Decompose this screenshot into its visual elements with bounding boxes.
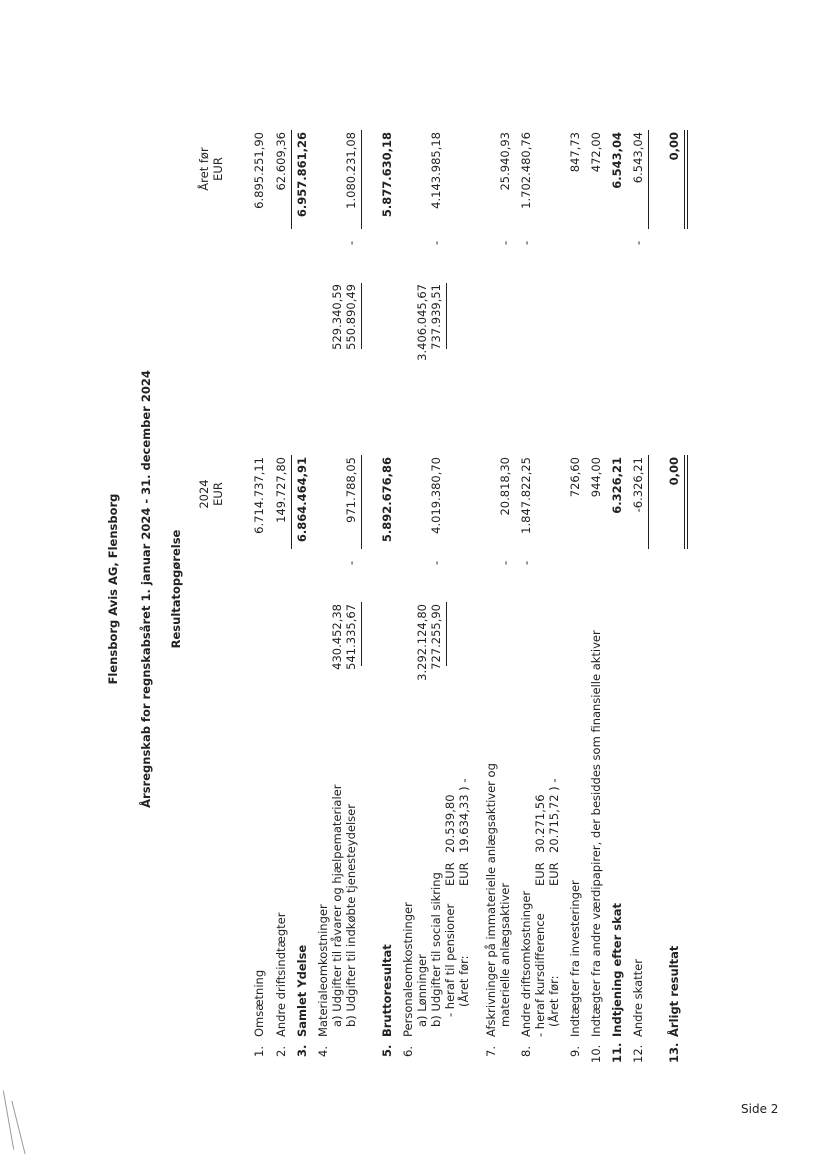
pension-label: - heraf til pensioner (443, 903, 457, 1017)
subtotal-rule (446, 283, 447, 349)
row-label: Indtjening efter skat (610, 902, 624, 1037)
current-sub-value: 727.255,90 (429, 604, 443, 670)
minus-sign: - (344, 560, 358, 565)
prior-value: 847,73 (568, 132, 582, 173)
row-number: 4. (316, 1046, 330, 1057)
prior-sub-value: 550.890,49 (344, 284, 358, 350)
column-prior-year: Året før (197, 147, 211, 191)
current-sub-value: 3.292.124,80 (415, 604, 429, 681)
minus-sign: - (498, 560, 512, 565)
current-value: 1.847.822,25 (519, 457, 533, 534)
column-current-unit: EUR (211, 482, 225, 506)
row-label: Materialeomkostninger (316, 904, 330, 1037)
row-label: Årligt resultat (667, 945, 681, 1037)
minus-sign: - (519, 560, 533, 565)
row-label: Andre driftsindtægter (274, 912, 288, 1037)
subtotal-rule (446, 602, 447, 666)
minus-sign: - (429, 560, 443, 565)
row-label: Andre skatter (631, 959, 645, 1037)
prior-value: 1.080.231,08 (344, 132, 358, 209)
report-title: Årsregnskab for regnskabsåret 1. januar 2024 - 31. december 2024 (139, 370, 153, 808)
company-name: Flensborg Avis AG, Flensborg (106, 493, 120, 685)
row-label: Indtægter fra investeringer (568, 880, 582, 1037)
row-label: Omsætning (252, 969, 266, 1037)
current-value: 6.714.737,11 (252, 457, 266, 534)
fx-label: - heraf kursdifference (533, 913, 547, 1037)
row-number: 6. (401, 1046, 415, 1057)
subtotal-rule (361, 130, 362, 229)
sub-label: a) Udgifter til råvarer og hjælpematerialer (330, 784, 344, 1027)
current-value: 5.892.676,86 (380, 457, 394, 543)
row-number: 9. (568, 1046, 582, 1057)
prior-value: 6.895.251,90 (252, 132, 266, 209)
current-value: 4.019.380,70 (429, 457, 443, 534)
prior-value: 6.957.861,26 (295, 132, 309, 218)
prior-value: 6.543,04 (631, 132, 645, 184)
row-label: Indtægter fra andre værdipapirer, der besiddes som finansielle aktiver (589, 630, 603, 1037)
row-label: Samlet Ydelse (295, 944, 309, 1037)
row-number: 13. (667, 1042, 681, 1063)
prior-value: 1.702.480,76 (519, 132, 533, 209)
subtotal-rule (648, 130, 649, 229)
prior-value: 472,00 (589, 132, 603, 173)
row-label-continued: materielle anlægsaktiver (498, 882, 512, 1027)
subtotal-rule (361, 602, 362, 666)
total-double-rule (684, 130, 688, 229)
subtotal-rule (361, 455, 362, 549)
row-number: 2. (274, 1046, 288, 1057)
row-number: 7. (484, 1046, 498, 1057)
fx-value: 30.271,56 (533, 794, 547, 853)
sub-label: b) Udgifter til social sikring (429, 872, 443, 1027)
row-label: Personaleomkostninger (401, 902, 415, 1037)
minus-sign: - (344, 240, 358, 245)
sub-label: b) Udgifter til indkøbte tjenesteydelser (344, 804, 358, 1027)
row-label: Bruttoresultat (380, 944, 394, 1037)
current-value: 0,00 (667, 457, 681, 486)
current-value: -6.326,21 (631, 457, 645, 513)
minus-sign: - (498, 240, 512, 245)
row-label: Andre driftsomkostninger (519, 890, 533, 1037)
prior-value: 25.940,93 (498, 132, 512, 191)
pension-prior-value: 19.634,33 ) - (457, 778, 471, 853)
pension-prior-currency: EUR (457, 862, 471, 886)
row-number: 3. (295, 1044, 309, 1057)
prior-sub-value: 529.340,59 (330, 284, 344, 350)
subtotal-rule (291, 455, 292, 549)
minus-sign: - (519, 240, 533, 245)
prior-value: 4.143.985,18 (429, 132, 443, 209)
current-sub-value: 430.452,38 (330, 604, 344, 670)
row-number: 8. (519, 1046, 533, 1057)
pension-value: 20.539,80 (443, 794, 457, 853)
page-number: Side 2 (741, 1102, 779, 1116)
prior-value: 62.609,36 (274, 132, 288, 191)
row-number: 1. (252, 1046, 266, 1057)
row-number: 5. (380, 1044, 394, 1057)
prior-value: 0,00 (667, 132, 681, 161)
fx-currency: EUR (533, 862, 547, 886)
subtotal-rule (648, 455, 649, 549)
statement-title: Resultatopgørelse (169, 529, 183, 649)
pension-currency: EUR (443, 862, 457, 886)
prior-value: 6.543,04 (610, 132, 624, 189)
minus-sign: - (631, 240, 645, 245)
subtotal-rule (361, 283, 362, 349)
pension-prior-label: (Året før: (457, 955, 471, 1007)
row-number: 10. (589, 1044, 603, 1063)
prior-sub-value: 3.406.045,67 (415, 284, 429, 361)
current-value: 944,00 (589, 457, 603, 498)
row-number: 11. (610, 1042, 624, 1063)
total-double-rule (684, 455, 688, 549)
current-value: 6.864.464,91 (295, 457, 309, 543)
row-label: Afskrivninger på immaterielle anlægsaktiver og (484, 763, 498, 1037)
prior-sub-value: 737.939,51 (429, 284, 443, 350)
column-current-year: 2024 (197, 479, 211, 509)
fx-prior-label: (Året før: (547, 975, 561, 1027)
current-value: 20.818,30 (498, 457, 512, 516)
current-value: 971.788,05 (344, 457, 358, 523)
current-value: 149.727,80 (274, 457, 288, 523)
current-value: 726,60 (568, 457, 582, 498)
subtotal-rule (291, 130, 292, 229)
fx-prior-value: 20.715,72 ) - (547, 778, 561, 853)
row-number: 12. (631, 1044, 645, 1063)
current-value: 6.326,21 (610, 457, 624, 514)
current-sub-value: 541.335,67 (344, 604, 358, 670)
prior-value: 5.877.630,18 (380, 132, 394, 218)
sub-label: a) Lønninger (415, 954, 429, 1027)
column-prior-unit: EUR (211, 157, 225, 181)
fx-prior-currency: EUR (547, 862, 561, 886)
minus-sign: - (429, 240, 443, 245)
